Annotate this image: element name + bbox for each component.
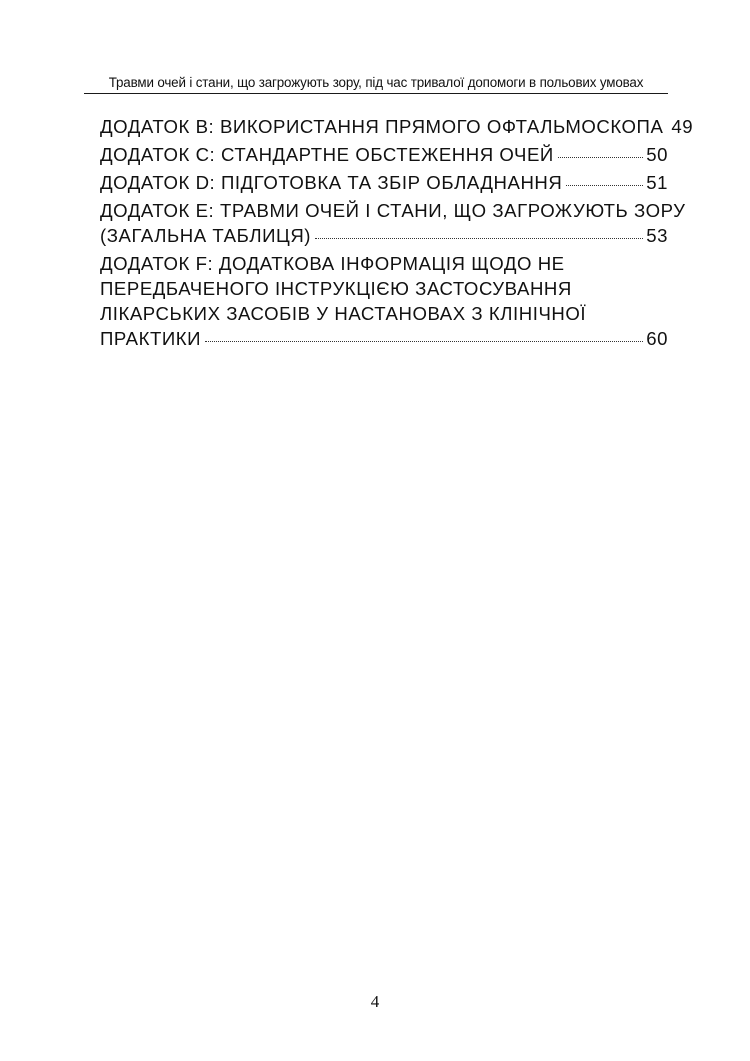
- toc-entry-title-line: (ЗАГАЛЬНА ТАБЛИЦЯ): [100, 225, 312, 246]
- toc-entry-title: ДОДАТОК D: ПІДГОТОВКА ТА ЗБІР ОБЛАДНАННЯ: [100, 172, 563, 193]
- toc-entry-line: [100, 326, 668, 351]
- toc-entry-page: 51: [646, 172, 668, 193]
- toc-entry-appendix-c[interactable]: [100, 142, 668, 167]
- toc-entry-line: [100, 170, 668, 195]
- toc-entry-appendix-e[interactable]: [100, 198, 686, 248]
- dot-leader: [558, 157, 643, 158]
- toc-entry-line: [100, 223, 668, 248]
- toc-entry-title: ДОДАТОК C: СТАНДАРТНЕ ОБСТЕЖЕННЯ ОЧЕЙ: [100, 144, 554, 165]
- toc-entry-title-line: ПЕРЕДБАЧЕНОГО ІНСТРУКЦІЄЮ ЗАСТОСУВАННЯ: [100, 278, 572, 299]
- table-of-contents: [100, 114, 694, 354]
- toc-entry-title: ДОДАТОК B: ВИКОРИСТАННЯ ПРЯМОГО ОФТАЛЬМОСКОПА: [100, 116, 664, 137]
- toc-entry-page: 50: [646, 144, 668, 165]
- dot-leader: [566, 185, 643, 186]
- dot-leader: [315, 238, 643, 239]
- toc-entry-appendix-d[interactable]: [100, 170, 668, 195]
- toc-entry-page: 49: [671, 116, 694, 137]
- toc-entry-title-line: ПРАКТИКИ: [100, 328, 202, 349]
- page-number: 4: [370, 992, 380, 1011]
- toc-entry-title-line: ЛІКАРСЬКИХ ЗАСОБІВ У НАСТАНОВАХ З КЛІНІЧНОЇ: [100, 303, 587, 324]
- toc-entry-title-line: ДОДАТОК E: ТРАВМИ ОЧЕЙ І СТАНИ, ЩО ЗАГРОЖУЮТЬ ЗОРУ: [100, 200, 686, 221]
- toc-entry-line: [100, 114, 694, 139]
- toc-entry-title-line: ДОДАТОК F: ДОДАТКОВА ІНФОРМАЦІЯ ЩОДО НЕ: [100, 253, 565, 274]
- running-header: Травми очей і стани, що загрожують зору, під час тривалої допомоги в польових умовах: [108, 75, 644, 90]
- toc-entry-appendix-f[interactable]: [100, 251, 668, 351]
- toc-entry-appendix-b[interactable]: [100, 114, 694, 139]
- header-rule: [84, 93, 668, 94]
- toc-entry-page: 60: [646, 328, 668, 349]
- toc-entry-line: [100, 142, 668, 167]
- toc-entry-page: 53: [646, 225, 668, 246]
- dot-leader: [205, 341, 643, 342]
